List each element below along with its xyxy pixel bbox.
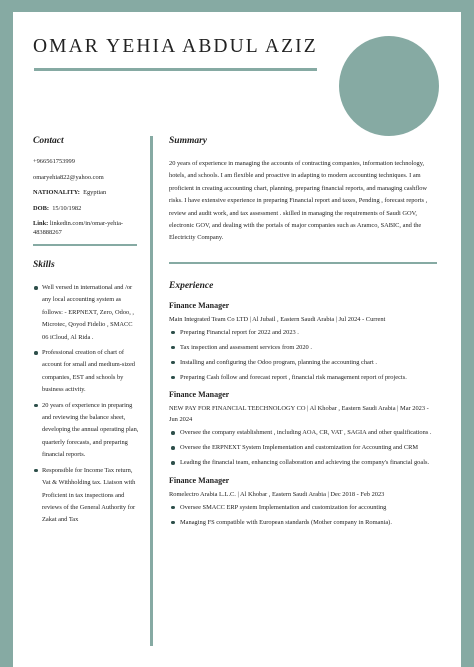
experience-heading: Experience [169,280,214,291]
job-bullet: Oversee the company establishment , including AOA, CR, VAT , SAGIA and other qualifications . [169,427,439,439]
contact-phone: +966561753999 [33,158,75,165]
job-bullet: Preparing Financial report for 2022 and 2023 . [169,327,439,339]
skill-item: Responsible for Income Tax return, Vat & Withholding tax. Liaison with Proficient in tax inspections and reviews of the General Authority for Zakat and Tax [33,465,139,527]
right-column [169,136,439,535]
skill-item: 20 years of experience in preparing and reviewing the balance sheet, developing the annual operating plan, quarterly forecasts, and preparing financial reports. [33,400,139,462]
job-bullet: Installing and configuring the Odoo program, planning the accounting chart . [169,357,439,369]
job-bullets [169,427,439,469]
resume-page [13,12,461,667]
job-company: NEW PAY FOR FINANCIAL TEECHNOLOGY CO | Al Khobar , Eastern Saudi Arabia | Mar 2023 - Jun 2024 [169,405,429,424]
link-label: Link: [33,220,49,227]
column-divider [150,136,153,646]
job-bullets [169,502,439,529]
name-underline [34,68,317,71]
contact-link [33,220,139,237]
job-title: Finance Manager [169,390,230,400]
skill-item: Professional creation of chart of account for small and medium-sized companies, EST and schools by business activity. [33,347,139,397]
contact-divider [33,244,137,246]
job-bullet: Preparing Cash follow and forecast report , financial risk management report of projects. [169,372,439,384]
photo-placeholder-circle [339,36,439,136]
job-bullet: Oversee SMACC ERP system Implementation and customization for accounting [169,502,439,514]
job-entry [169,476,439,529]
job-company: Romelectro Arabia L.L.C. | Al Khobar , Eastern Saudi Arabia | Dec 2018 - Feb 2023 [169,490,385,498]
contact-heading: Contact [33,136,64,146]
summary-text: 20 years of experience in managing the accounts of contracting companies, information technology, hotels, and schools. I am flexible and proactive in adapting to modern accounting techniques. I am proficient in creating accounting chart, planning, preparing financial reports, and managing cashflow risks. I have extensive experience in preparing Financial report and taxes, Pending , forecast reports , review and audit work, and tax assessment . skilled in managing the requirements of Saudi GOV, electronic GOV, and dealing with the portals of major companies such as Aramco, SABIC, and the Electricity Company. [169,160,428,242]
skill-item: Well versed in international and /or any local accounting system as follows: - ERPNEXT, Zero, Odoo, , Microtec, Qoyod Fidelio , SMACC 06 iCloud, Al Rida . [33,282,139,344]
job-bullet: Oversee the ERPNEXT System Implementation and customization for Accounting and CRM [169,442,439,454]
contact-nationality [33,189,139,198]
dob-label: DOB: [33,204,49,212]
job-bullet: Tax inspection and assessment services from 2020 . [169,342,439,354]
dob-value: 15/10/1982 [52,204,82,212]
nationality-label: NATIONALITY: [33,189,80,196]
job-title: Finance Manager [169,300,230,310]
link-value: linkedin.com/in/omar-yehia-483888267 [33,220,124,236]
job-bullets [169,327,439,384]
job-company: Main Integrated Team Co LTD | Al Jubail , Eastern Saudi Arabia | Jul 2024 - Current [169,315,386,323]
nationality-value: Egyptian [83,189,107,196]
job-bullet: Managing FS compatible with European standards (Mother company in Romania). [169,517,439,529]
contact-email: omaryehia822@yahoo.com [33,173,104,181]
contact-dob [33,205,139,214]
summary-divider [169,262,437,264]
left-column [33,136,139,530]
job-bullet: Leading the financial team, enhancing collaboration and achieving the company's financial goals. [169,457,439,469]
job-entry [169,390,439,469]
job-entry [169,301,439,384]
skills-list [33,282,139,527]
summary-heading: Summary [169,136,208,146]
candidate-name: OMAR YEHIA ABDUL AZIZ [33,36,318,57]
job-title: Finance Manager [169,475,230,485]
skills-heading: Skills [33,260,55,270]
